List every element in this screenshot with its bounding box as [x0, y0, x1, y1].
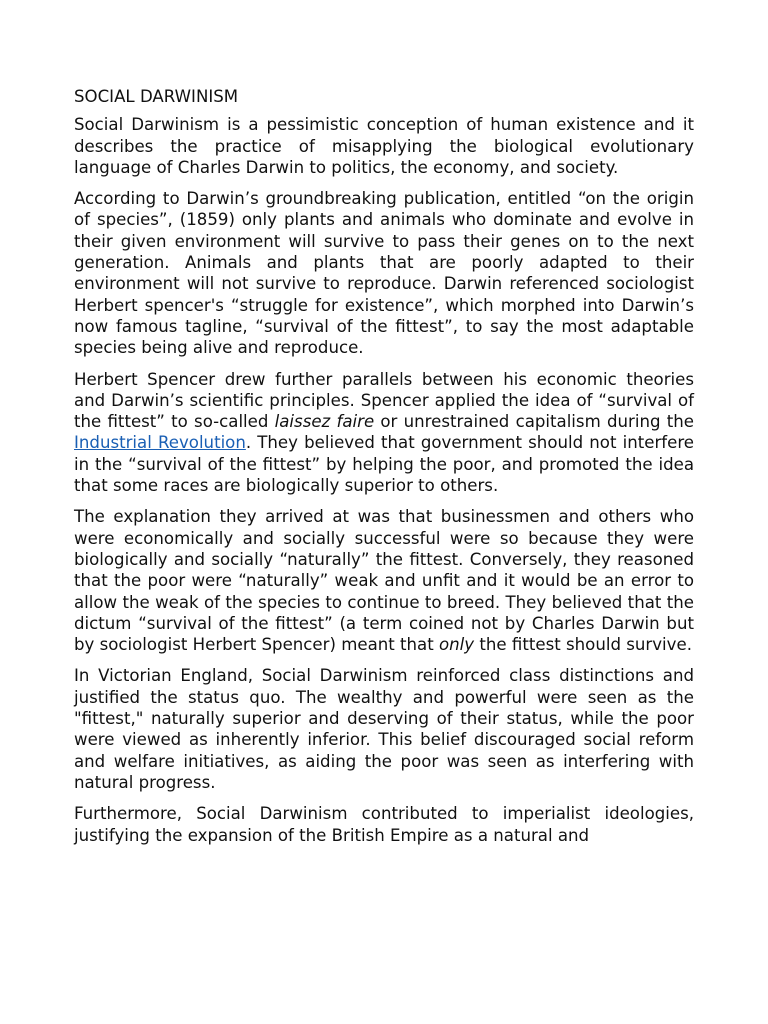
paragraph-origin-of-species: According to Darwin’s groundbreaking publication, entitled “on the origin of species”, (1859) only plants and animals who dominate and evolve in their given environment will survive to pass their genes on to the next generation. Animals and plants that are poorly adapted to their environment will not survive to reproduce. Darwin referenced sociologist Herbert spencer's “struggle for existence”, which morphed into Darwin’s now famous tagline, “survival of the fittest”, to say the most adaptable species being alive and reproduce.: [74, 189, 694, 358]
paragraph-intro: Social Darwinism is a pessimistic conception of human existence and it describes the practice of misapplying the biological evolutionary language of Charles Darwin to politics, the economy, and society.: [74, 115, 694, 177]
paragraph-text: or unrestrained capitalism during the: [374, 412, 694, 432]
document-title: SOCIAL DARWINISM: [74, 87, 239, 106]
paragraph-victorian-england: In Victorian England, Social Darwinism reinforced class distinctions and justified the status quo. The wealthy and powerful were seen as the "fittest," naturally superior and deserving of their status, while the poor were viewed as inherently inferior. This belief discouraged social reform and welfare initiatives, as aiding the poor was seen as interfering with natural progress.: [74, 666, 694, 792]
paragraph-text: The explanation they arrived at was that businessmen and others who were economically and socially successful were so because they were biologically and socially “naturally” the fittest. Conversely, they reasoned that the poor were “naturally” weak and unfit and it would be an error to allow the weak of the species to continue to breed. They believed that the dictum “survival of the fittest” (a term coined not by Charles Darwin but by sociologist Herbert Spencer) meant that: [74, 507, 694, 655]
industrial-revolution-link[interactable]: Industrial Revolution: [74, 433, 246, 453]
paragraph-text: the fittest should survive.: [474, 635, 692, 655]
paragraph-text: Herbert Spencer drew further parallels between his economic theories and Darwin’s scientific principles. Spencer applied the idea of “survival of the fittest” to so-called: [74, 369, 694, 432]
paragraph-imperialism: Furthermore, Social Darwinism contributed to imperialist ideologies, justifying the expansion of the British Empire as a natural and: [74, 804, 694, 845]
document-page: [74, 86, 694, 856]
italic-text-only: only: [439, 635, 475, 655]
paragraph-text: . They believed that government should not interfere in the “survival of the fittest” by helping the poor, and promoted the idea that some races are biologically superior to others.: [74, 433, 694, 496]
paragraph-explanation: [74, 506, 694, 655]
italic-text-laissez-faire: laissez faire: [274, 412, 375, 432]
paragraph-spencer-capitalism: [74, 369, 694, 497]
